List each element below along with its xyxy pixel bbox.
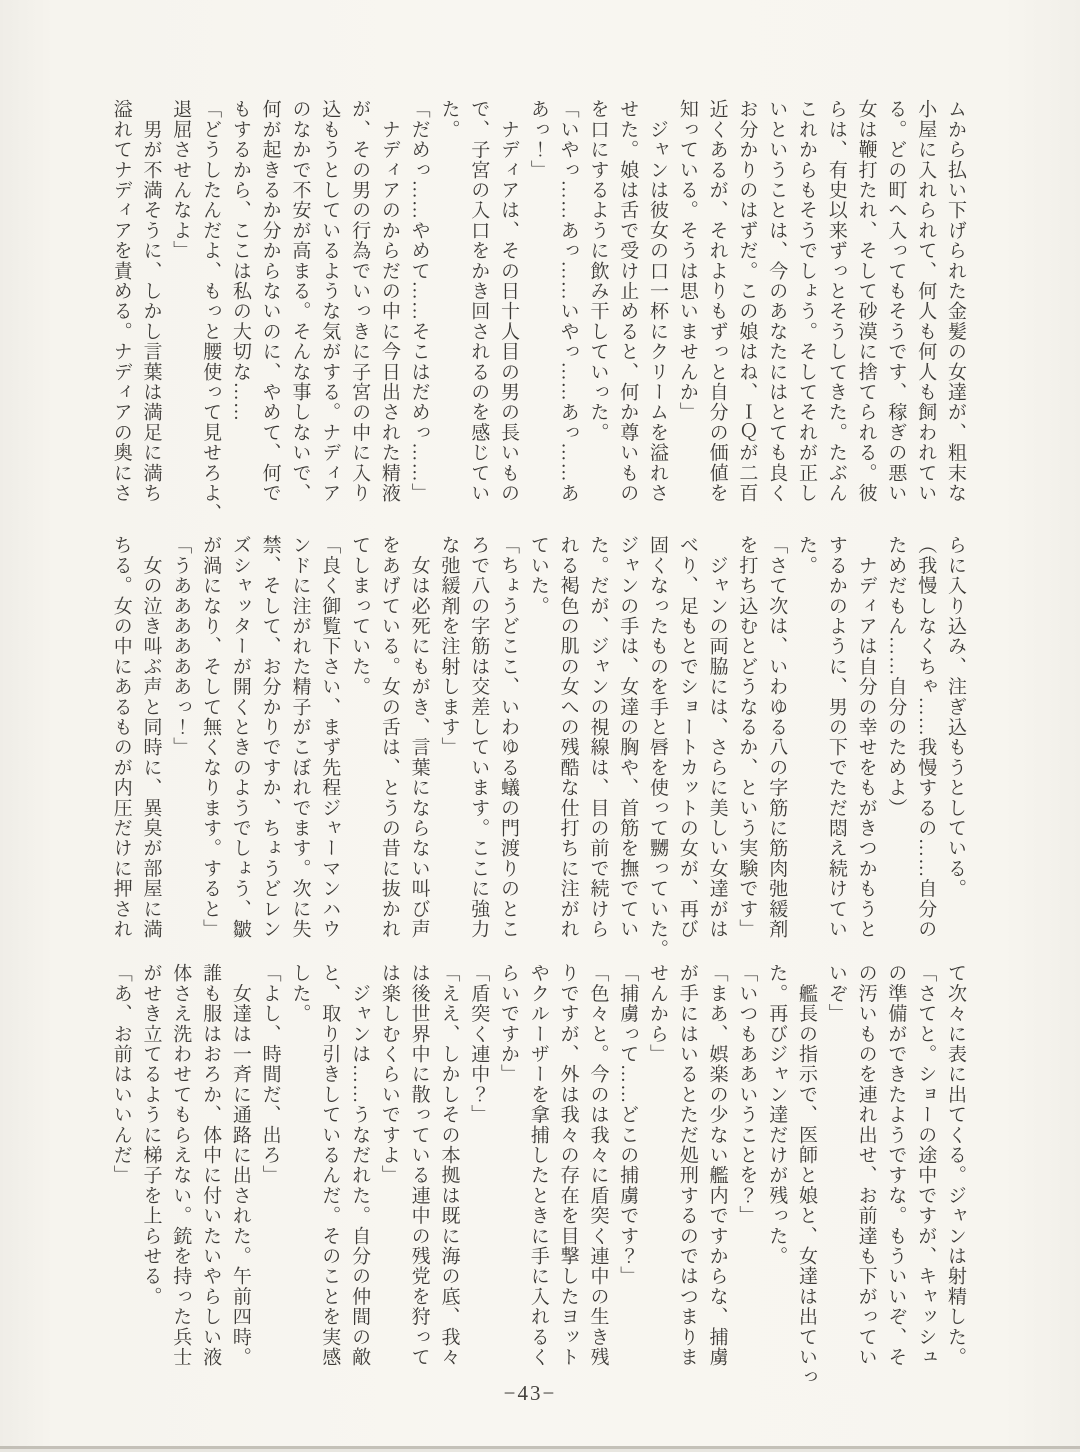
text-column: ジャンの両脇には、さらに美しい女達がは (706, 535, 728, 939)
text-column: べり、足もとでショートカットの女が、再び (676, 535, 698, 939)
text-column: を口にするように飲み干していった。 (587, 99, 609, 443)
text-column: ためだもん……自分のためよ） (885, 535, 907, 818)
text-column: らいですか」 (498, 963, 520, 1085)
text-column: いということは、今のあなたにはとても良く (766, 99, 788, 503)
text-column: 「ちょうどここ、いわゆる蟻の門渡りのとこ (498, 535, 520, 939)
text-column: た。再びジャン達だけが残った。 (766, 963, 788, 1266)
text-column: りですが、外は我々の存在を目撃したヨット (557, 963, 579, 1367)
text-column: 「色々と。今のは我々に盾突く連中の生き残 (587, 963, 609, 1367)
text-column: もするから、ここは私の大切な…… (229, 99, 251, 423)
text-column: 退屈させんなよ」 (170, 99, 192, 261)
text-column: 「さてと。ショーの途中ですが、キャッシュ (915, 963, 937, 1367)
text-column: 「捕虜って……どこの捕虜です？」 (617, 963, 639, 1287)
text-column: れる褐色の肌の女への残酷な仕打ちに注がれ (557, 535, 579, 939)
text-column: 「さて次は、いわゆる八の字筋に筋肉弛緩剤 (766, 535, 788, 939)
text-column: た。 (438, 99, 460, 140)
text-column: がせき立てるように梯子を上らせる。 (140, 963, 162, 1307)
text-column: をあげている。女の舌は、とうの昔に抜かれ (378, 535, 400, 939)
text-column: 「いやっ……あっ……いやっ……あっ……あ (557, 99, 579, 503)
text-column: が手にはいるとただ処刑するのではつまりま (676, 963, 698, 1367)
text-column: 近くあるが、それよりもずっと自分の価値を (706, 99, 728, 503)
text-column: せんから」 (647, 963, 669, 1064)
text-column: 女の泣き叫ぶ声と同時に、異臭が部屋に満 (140, 535, 162, 939)
text-column: 溢れてナディアを責める。ナディアの奥にさ (110, 99, 132, 503)
text-column: 男が不満そうに、しかし言葉は満足に満ち (140, 99, 162, 503)
text-column: やクルーザーを拿捕したときに手に入れるく (527, 963, 549, 1367)
text-column: 艦長の指示で、医師と娘と、女達は出ていっ (796, 963, 818, 1388)
text-column: ちる。女の中にあるものが内圧だけに押され (110, 535, 132, 939)
text-column: らは、有史以来ずっとそうしてきた。たぶん (825, 99, 847, 503)
text-column: 小屋に入れられて、何人も何人も飼われてい (915, 99, 937, 503)
text-column: 禁、そして、お分かりですか、ちょうどレン (259, 535, 281, 939)
text-column: 「どうしたんだよ、もっと腰使って見せろよ、 (200, 99, 222, 524)
text-column: ろで八の字筋は交差しています。ここに強力 (468, 535, 490, 939)
text-column: は楽しむくらいですよ」 (378, 963, 400, 1186)
text-column: ジャンは彼女の口一杯にクリームを溢れさ (647, 99, 669, 503)
text-block-top (104, 99, 970, 537)
text-column: た。 (796, 535, 818, 576)
text-column: 女達は一斉に通路に出された。午前四時。 (229, 963, 251, 1367)
text-column: のなかで不安が高まる。そんな事しないで、 (289, 99, 311, 503)
text-column: ジャンの手は、女達の胸や、首筋を撫でてい (617, 535, 639, 939)
text-column: の準備ができたようですな。もういいぞ、そ (885, 963, 907, 1367)
text-column: ズシャッターが開くときのようでしょう、皺 (229, 535, 251, 939)
text-column: た。だが、ジャンの視線は、目の前で続けら (587, 535, 609, 940)
text-column: 女は必死にもがき、言葉にならない叫び声 (408, 535, 430, 939)
text-column: て次々に表に出てくる。ジャンは射精した。 (945, 963, 966, 1367)
text-column: 「うああああああっ！」 (170, 535, 192, 758)
text-column: ナディアは、その日十人目の男の長いもの (498, 99, 520, 503)
text-column: らに入り込み、注ぎ込もうとしている。 (945, 535, 966, 899)
text-column: で、子宮の入口をかき回されるのを感じてい (468, 99, 490, 503)
text-column: 「良く御覧下さい、まず先程ジャーマンハウ (319, 535, 341, 939)
text-column: これからもそうでしょう。そしてそれが正し (796, 99, 818, 503)
text-column: る。どの町へ入ってもそうです、稼ぎの悪い (885, 99, 907, 503)
text-column: が、その男の行為でいっきに子宮の中に入り (349, 99, 371, 503)
text-block-middle (104, 535, 970, 973)
text-column: ナディアのからだの中に今日出された精液 (378, 99, 400, 503)
text-column: 体さえ洗わせてもらえない。銃を持った兵士 (170, 963, 192, 1367)
text-column: 「だめっ……やめて……そこはだめっ……」 (408, 99, 430, 503)
text-block-bottom (104, 963, 970, 1401)
text-column: （我慢しなくちゃ……我慢するの……自分の (915, 535, 937, 939)
text-column: するかのように、男の下でただ悶え続けてい (825, 535, 847, 939)
text-column: 知っている。そうは思いませんか」 (676, 99, 698, 423)
page-number: −43− (503, 1381, 557, 1405)
text-column: は後世界中に散っている連中の残党を狩って (408, 963, 430, 1367)
text-column: 「いつもああいうことを？」 (736, 963, 758, 1226)
text-column: ンドに注がれた精子がこぼれでます。次に失 (289, 535, 311, 939)
text-column: 「盾突く連中？」 (468, 963, 490, 1125)
text-column: ナディアは自分の幸せをもがきつかもうと (855, 535, 877, 939)
text-column: 「あ、お前はいいんだ」 (110, 963, 132, 1186)
text-column: いぞ」 (825, 963, 847, 1024)
text-column: 誰も服はおろか、体中に付いたいやらしい液 (200, 963, 222, 1367)
text-column: 込もうとしているような気がする。ナディア (319, 99, 341, 503)
text-column: 「まあ、娯楽の少ない艦内ですからな、捕虜 (706, 963, 728, 1367)
text-column: の汚いものを連れ出せ、お前達も下がってい (855, 963, 877, 1367)
text-column: 女は鞭打たれ、そして砂漠に捨てられる。彼 (855, 99, 877, 503)
text-column: あっ！」 (527, 99, 549, 180)
text-column: 「よし、時間だ、出ろ」 (259, 963, 281, 1186)
text-column: ムから払い下げられた金髪の女達が、粗末な (945, 99, 966, 503)
text-column: 固くなったものを手と唇を使って嬲っていた。 (647, 535, 669, 960)
text-column: が渦になり、そして無くなります。すると」 (200, 535, 222, 939)
text-column: ジャンは……うなだれた。自分の仲間の敵 (349, 963, 371, 1367)
text-column: した。 (289, 963, 311, 1024)
text-column: 「ええ、しかしその本拠は既に海の底、我々 (438, 963, 460, 1367)
text-column: な弛緩剤を注射します」 (438, 535, 460, 758)
text-column: ていた。 (527, 535, 549, 616)
text-column: お分かりのはずだ。この娘はね、ＩＱが二百 (736, 99, 758, 503)
text-column: せた。娘は舌で受け止めると、何か尊いもの (617, 99, 639, 503)
text-column: てしまっていた。 (349, 535, 371, 697)
text-column: と、取り引きしているんだ。そのことを実感 (319, 963, 341, 1367)
text-column: を打ち込むとどうなるか、という実験です」 (736, 535, 758, 939)
text-column: 何が起きるか分からないのに、やめて、何で (259, 99, 281, 503)
